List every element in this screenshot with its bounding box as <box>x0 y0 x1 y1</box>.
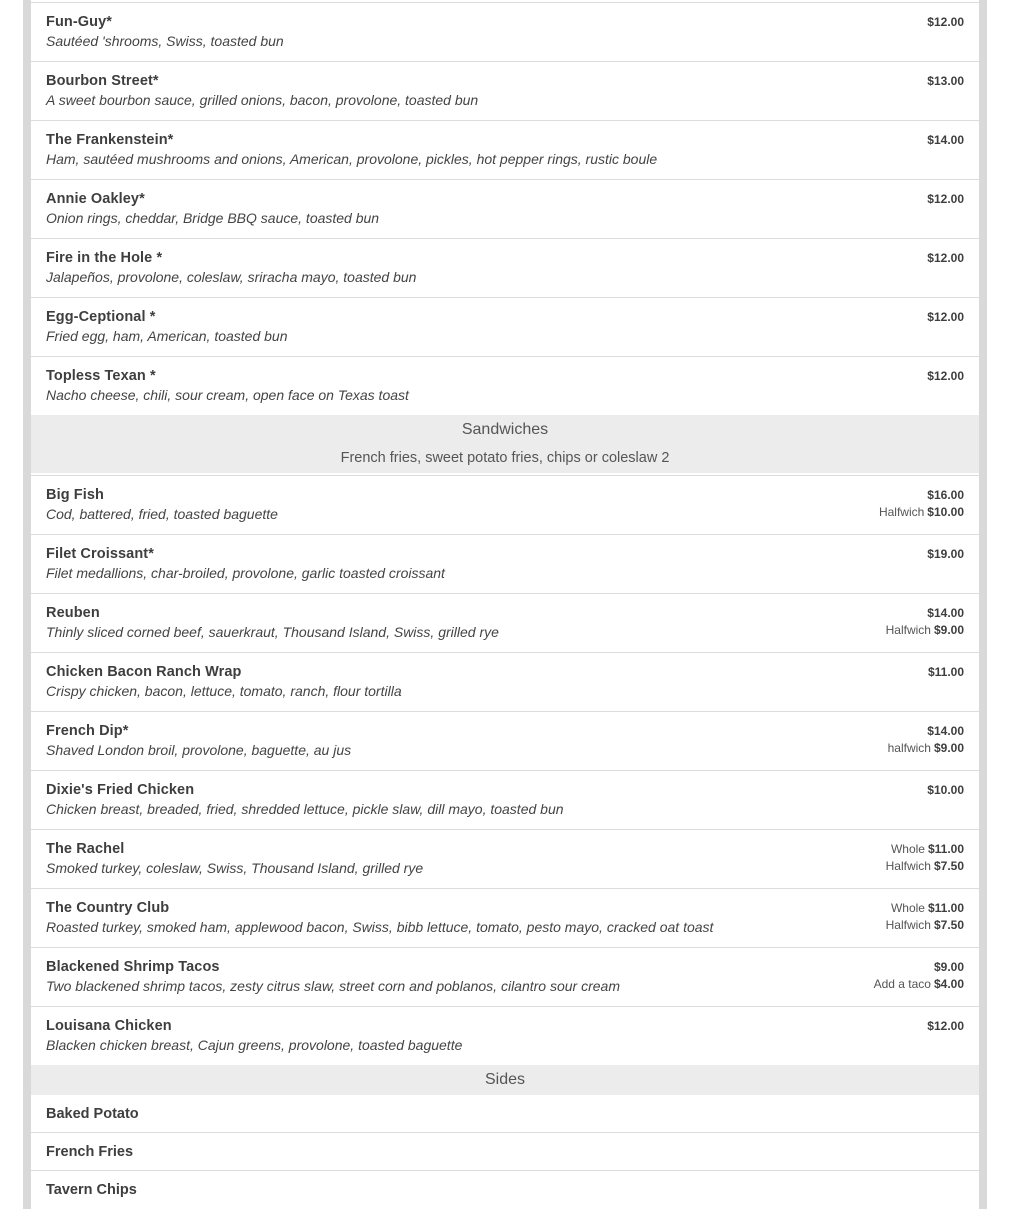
price-label: Halfwich <box>878 505 925 519</box>
price-line <box>927 73 964 90</box>
sides-list <box>31 1095 979 1208</box>
price-line <box>927 132 964 149</box>
item-name: Baked Potato <box>46 1106 139 1122</box>
price-value: $9.00 <box>933 741 964 755</box>
item-prices <box>886 900 964 934</box>
price-line <box>874 959 964 976</box>
menu-item <box>31 179 979 238</box>
price-line <box>927 191 964 208</box>
item-prices <box>927 309 964 326</box>
item-prices <box>888 723 964 757</box>
item-prices <box>927 1018 964 1035</box>
price-value: $14.00 <box>927 133 964 147</box>
burgers-list <box>31 2 979 415</box>
price-value: $13.00 <box>927 74 964 88</box>
price-line <box>927 368 964 385</box>
item-description: Nacho cheese, chili, sour cream, open face on Texas toast <box>46 387 409 403</box>
price-value: $12.00 <box>927 369 964 383</box>
price-value: $7.50 <box>933 859 964 873</box>
price-label: halfwich <box>887 741 931 755</box>
price-line <box>927 782 964 799</box>
price-value: $12.00 <box>927 15 964 29</box>
menu-item <box>31 947 979 1006</box>
item-name: Egg-Ceptional * <box>46 309 156 325</box>
price-label: Whole <box>890 901 925 915</box>
menu-container <box>31 0 979 1209</box>
item-name: Dixie's Fried Chicken <box>46 782 195 798</box>
item-prices <box>927 546 964 563</box>
item-prices <box>874 959 964 993</box>
price-value: $10.00 <box>927 783 964 797</box>
price-label: Halfwich <box>885 918 931 932</box>
section-title: Sandwiches <box>461 421 549 438</box>
menu-item <box>31 1006 979 1065</box>
price-line <box>879 487 964 504</box>
menu-item <box>31 297 979 356</box>
item-prices <box>927 250 964 267</box>
price-value: $12.00 <box>927 251 964 265</box>
item-prices <box>927 368 964 385</box>
price-value: $14.00 <box>927 606 964 620</box>
price-line <box>927 546 964 563</box>
item-description: Smoked turkey, coleslaw, Swiss, Thousand Island, grilled rye <box>46 860 424 876</box>
price-label: Whole <box>890 842 925 856</box>
item-description: Crispy chicken, bacon, lettuce, tomato, ranch, flour tortilla <box>46 683 402 699</box>
item-name: Bourbon Street* <box>46 73 159 89</box>
item-name: Fire in the Hole * <box>46 250 163 266</box>
menu-item <box>31 356 979 415</box>
item-description: Cod, battered, fried, toasted baguette <box>46 506 278 522</box>
menu-item <box>31 475 979 534</box>
price-value: $4.00 <box>933 977 964 991</box>
item-name: Blackened Shrimp Tacos <box>46 959 220 975</box>
price-line <box>928 664 964 681</box>
menu-item <box>31 61 979 120</box>
price-value: $14.00 <box>927 724 964 738</box>
item-description: Sautéed 'shrooms, Swiss, toasted bun <box>46 33 284 49</box>
sides-section-header <box>31 1065 979 1095</box>
price-value: $16.00 <box>927 488 964 502</box>
side-item <box>31 1170 979 1208</box>
item-prices <box>927 191 964 208</box>
item-description: Shaved London broil, provolone, baguette, au jus <box>46 742 352 758</box>
price-line <box>886 858 964 875</box>
price-line <box>886 841 964 858</box>
side-item <box>31 1132 979 1170</box>
price-line <box>888 723 964 740</box>
menu-item <box>31 593 979 652</box>
item-description: Blacken chicken breast, Cajun greens, provolone, toasted baguette <box>46 1037 463 1053</box>
price-value: $19.00 <box>927 547 964 561</box>
menu-item <box>31 534 979 593</box>
item-description: Fried egg, ham, American, toasted bun <box>46 328 288 344</box>
price-value: $11.00 <box>927 665 964 679</box>
item-name: Louisana Chicken <box>46 1018 172 1034</box>
item-prices <box>928 664 964 681</box>
price-line <box>888 740 964 757</box>
price-label: Add a taco <box>873 977 931 991</box>
menu-item <box>31 652 979 711</box>
price-label: Halfwich <box>885 623 931 637</box>
price-line <box>927 250 964 267</box>
price-line <box>927 14 964 31</box>
side-item <box>31 1095 979 1132</box>
item-name: The Frankenstein* <box>46 132 174 148</box>
menu-item <box>31 770 979 829</box>
price-line <box>879 504 964 521</box>
price-value: $11.00 <box>927 901 964 915</box>
price-value: $9.00 <box>933 623 964 637</box>
item-name: The Rachel <box>46 841 125 857</box>
menu-item <box>31 120 979 179</box>
price-value: $12.00 <box>927 1019 964 1033</box>
sandwiches-list <box>31 475 979 1065</box>
item-name: Chicken Bacon Ranch Wrap <box>46 664 242 680</box>
menu-item <box>31 711 979 770</box>
item-description: Two blackened shrimp tacos, zesty citrus slaw, street corn and poblanos, cilantro sour cream <box>46 978 620 994</box>
price-line <box>886 622 964 639</box>
item-description: Jalapeños, provolone, coleslaw, sriracha mayo, toasted bun <box>46 269 417 285</box>
section-subtitle: French fries, sweet potato fries, chips or coleslaw 2 <box>340 450 670 466</box>
item-name: Fun-Guy* <box>46 14 113 30</box>
item-name: Annie Oakley* <box>46 191 145 207</box>
item-description: Thinly sliced corned beef, sauerkraut, Thousand Island, Swiss, grilled rye <box>46 624 499 640</box>
item-prices <box>886 841 964 875</box>
item-prices <box>927 132 964 149</box>
item-description: Filet medallions, char-broiled, provolone, garlic toasted croissant <box>46 565 445 581</box>
item-name: Topless Texan * <box>46 368 156 384</box>
price-value: $10.00 <box>927 505 964 519</box>
menu-item <box>31 888 979 947</box>
price-value: $12.00 <box>927 192 964 206</box>
item-name: The Country Club <box>46 900 170 916</box>
price-value: $7.50 <box>933 918 964 932</box>
item-description: Ham, sautéed mushrooms and onions, American, provolone, pickles, hot pepper rings, rustic boule <box>46 151 658 167</box>
price-line <box>886 917 964 934</box>
item-name: French Fries <box>46 1144 134 1160</box>
price-line <box>886 900 964 917</box>
item-prices <box>927 14 964 31</box>
price-label: Halfwich <box>885 859 931 873</box>
price-line <box>886 605 964 622</box>
menu-item <box>31 2 979 61</box>
item-description: A sweet bourbon sauce, grilled onions, bacon, provolone, toasted bun <box>46 92 479 108</box>
price-value: $12.00 <box>927 310 964 324</box>
item-name: Tavern Chips <box>46 1182 137 1198</box>
item-description: Roasted turkey, smoked ham, applewood bacon, Swiss, bibb lettuce, tomato, pesto mayo, cracked oat toast <box>46 919 714 935</box>
price-line <box>927 309 964 326</box>
item-prices <box>927 73 964 90</box>
item-description: Onion rings, cheddar, Bridge BBQ sauce, toasted bun <box>46 210 380 226</box>
item-name: Filet Croissant* <box>46 546 154 562</box>
price-value: $11.00 <box>927 842 964 856</box>
item-name: Big Fish <box>46 487 104 503</box>
section-title: Sides <box>484 1071 526 1088</box>
item-prices <box>927 782 964 799</box>
menu-item <box>31 238 979 297</box>
item-name: Reuben <box>46 605 100 621</box>
item-prices <box>879 487 964 521</box>
price-line <box>927 1018 964 1035</box>
item-name: French Dip* <box>46 723 129 739</box>
sandwiches-section-header <box>31 415 979 473</box>
price-line <box>874 976 964 993</box>
menu-item <box>31 829 979 888</box>
item-description: Chicken breast, breaded, fried, shredded lettuce, pickle slaw, dill mayo, toasted bun <box>46 801 564 817</box>
price-value: $9.00 <box>933 960 964 974</box>
item-prices <box>886 605 964 639</box>
